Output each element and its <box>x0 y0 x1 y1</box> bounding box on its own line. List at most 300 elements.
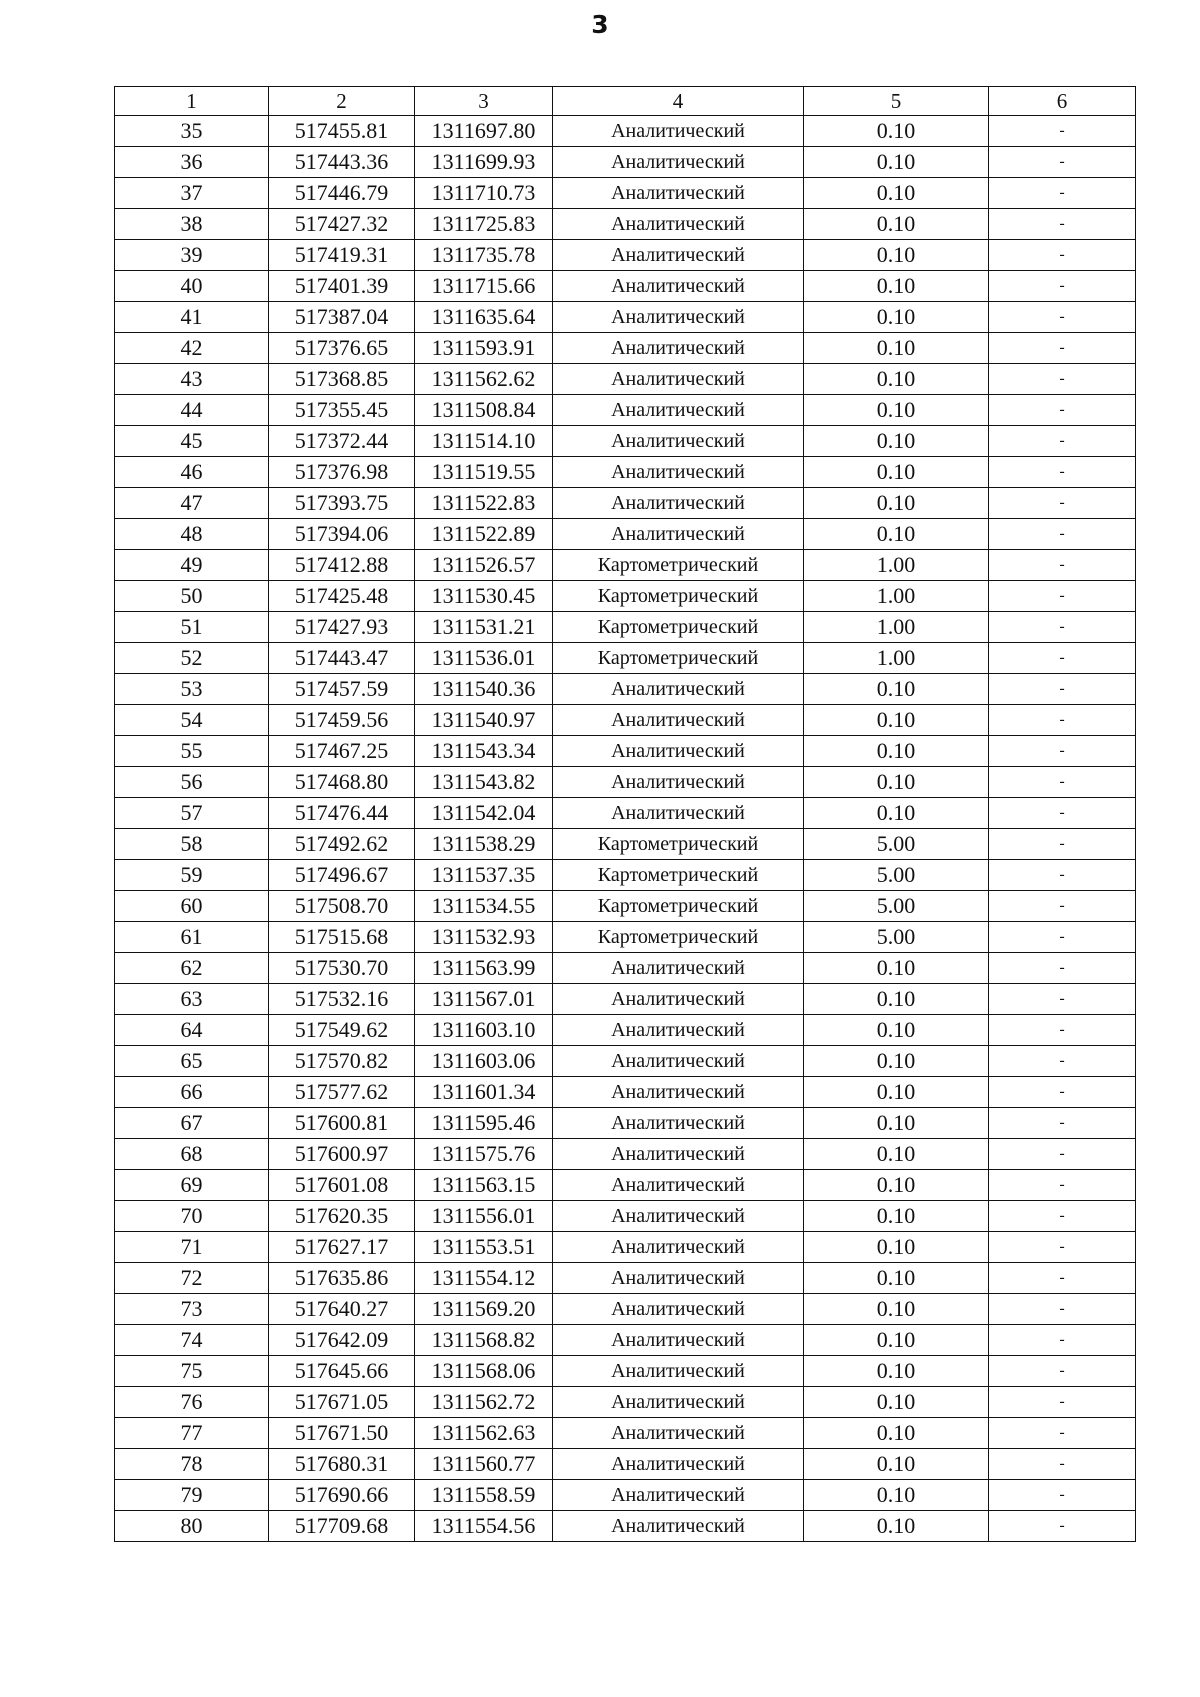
x-coordinate-cell: 517680.31 <box>269 1449 415 1480</box>
table-row <box>115 1046 1136 1077</box>
method-cell: Аналитический <box>553 209 804 240</box>
column-header: 5 <box>804 87 989 116</box>
y-coordinate-cell: 1311522.89 <box>415 519 553 550</box>
note-cell: - <box>989 1232 1136 1263</box>
x-coordinate-cell: 517570.82 <box>269 1046 415 1077</box>
point-number-cell: 77 <box>115 1418 269 1449</box>
point-number-cell: 51 <box>115 612 269 643</box>
x-coordinate-cell: 517532.16 <box>269 984 415 1015</box>
table-row <box>115 798 1136 829</box>
note-cell: - <box>989 550 1136 581</box>
note-cell: - <box>989 271 1136 302</box>
y-coordinate-cell: 1311536.01 <box>415 643 553 674</box>
x-coordinate-cell: 517492.62 <box>269 829 415 860</box>
point-number-cell: 55 <box>115 736 269 767</box>
table-row <box>115 488 1136 519</box>
y-coordinate-cell: 1311558.59 <box>415 1480 553 1511</box>
y-coordinate-cell: 1311534.55 <box>415 891 553 922</box>
point-number-cell: 41 <box>115 302 269 333</box>
accuracy-cell: 5.00 <box>804 860 989 891</box>
method-cell: Аналитический <box>553 767 804 798</box>
accuracy-cell: 1.00 <box>804 643 989 674</box>
table-row <box>115 1294 1136 1325</box>
table-row <box>115 829 1136 860</box>
method-cell: Аналитический <box>553 271 804 302</box>
y-coordinate-cell: 1311560.77 <box>415 1449 553 1480</box>
method-cell: Аналитический <box>553 1201 804 1232</box>
x-coordinate-cell: 517645.66 <box>269 1356 415 1387</box>
method-cell: Аналитический <box>553 1046 804 1077</box>
y-coordinate-cell: 1311562.63 <box>415 1418 553 1449</box>
method-cell: Картометрический <box>553 643 804 674</box>
accuracy-cell: 0.10 <box>804 1387 989 1418</box>
y-coordinate-cell: 1311553.51 <box>415 1232 553 1263</box>
accuracy-cell: 0.10 <box>804 457 989 488</box>
point-number-cell: 69 <box>115 1170 269 1201</box>
accuracy-cell: 0.10 <box>804 1108 989 1139</box>
point-number-cell: 62 <box>115 953 269 984</box>
note-cell: - <box>989 1356 1136 1387</box>
point-number-cell: 44 <box>115 395 269 426</box>
note-cell: - <box>989 581 1136 612</box>
y-coordinate-cell: 1311530.45 <box>415 581 553 612</box>
table-row <box>115 457 1136 488</box>
point-number-cell: 79 <box>115 1480 269 1511</box>
method-cell: Аналитический <box>553 1387 804 1418</box>
table-row <box>115 1418 1136 1449</box>
table-row <box>115 1232 1136 1263</box>
method-cell: Аналитический <box>553 1108 804 1139</box>
y-coordinate-cell: 1311563.15 <box>415 1170 553 1201</box>
table-row <box>115 240 1136 271</box>
accuracy-cell: 0.10 <box>804 1139 989 1170</box>
accuracy-cell: 0.10 <box>804 1449 989 1480</box>
accuracy-cell: 0.10 <box>804 488 989 519</box>
accuracy-cell: 0.10 <box>804 1356 989 1387</box>
point-number-cell: 38 <box>115 209 269 240</box>
y-coordinate-cell: 1311635.64 <box>415 302 553 333</box>
note-cell: - <box>989 1139 1136 1170</box>
point-number-cell: 60 <box>115 891 269 922</box>
x-coordinate-cell: 517394.06 <box>269 519 415 550</box>
method-cell: Аналитический <box>553 333 804 364</box>
y-coordinate-cell: 1311508.84 <box>415 395 553 426</box>
method-cell: Аналитический <box>553 674 804 705</box>
table-row <box>115 984 1136 1015</box>
point-number-cell: 64 <box>115 1015 269 1046</box>
point-number-cell: 74 <box>115 1325 269 1356</box>
point-number-cell: 36 <box>115 147 269 178</box>
y-coordinate-cell: 1311543.34 <box>415 736 553 767</box>
point-number-cell: 37 <box>115 178 269 209</box>
table-body <box>115 87 1136 1542</box>
table-row <box>115 178 1136 209</box>
note-cell: - <box>989 705 1136 736</box>
x-coordinate-cell: 517709.68 <box>269 1511 415 1542</box>
method-cell: Картометрический <box>553 612 804 643</box>
x-coordinate-cell: 517468.80 <box>269 767 415 798</box>
point-number-cell: 54 <box>115 705 269 736</box>
note-cell: - <box>989 1418 1136 1449</box>
table-row <box>115 643 1136 674</box>
table-header-row <box>115 87 1136 116</box>
accuracy-cell: 0.10 <box>804 116 989 147</box>
accuracy-cell: 0.10 <box>804 302 989 333</box>
note-cell: - <box>989 1325 1136 1356</box>
accuracy-cell: 0.10 <box>804 1263 989 1294</box>
accuracy-cell: 0.10 <box>804 1170 989 1201</box>
table-row <box>115 302 1136 333</box>
accuracy-cell: 0.10 <box>804 953 989 984</box>
table-row <box>115 1325 1136 1356</box>
x-coordinate-cell: 517459.56 <box>269 705 415 736</box>
y-coordinate-cell: 1311735.78 <box>415 240 553 271</box>
coordinates-table <box>114 86 1136 1542</box>
table-row <box>115 674 1136 705</box>
y-coordinate-cell: 1311538.29 <box>415 829 553 860</box>
method-cell: Аналитический <box>553 1139 804 1170</box>
x-coordinate-cell: 517549.62 <box>269 1015 415 1046</box>
note-cell: - <box>989 1480 1136 1511</box>
note-cell: - <box>989 1077 1136 1108</box>
y-coordinate-cell: 1311699.93 <box>415 147 553 178</box>
x-coordinate-cell: 517476.44 <box>269 798 415 829</box>
x-coordinate-cell: 517393.75 <box>269 488 415 519</box>
point-number-cell: 42 <box>115 333 269 364</box>
x-coordinate-cell: 517640.27 <box>269 1294 415 1325</box>
accuracy-cell: 0.10 <box>804 1418 989 1449</box>
note-cell: - <box>989 829 1136 860</box>
x-coordinate-cell: 517627.17 <box>269 1232 415 1263</box>
table-row <box>115 426 1136 457</box>
accuracy-cell: 0.10 <box>804 1294 989 1325</box>
y-coordinate-cell: 1311554.56 <box>415 1511 553 1542</box>
accuracy-cell: 0.10 <box>804 426 989 457</box>
column-header: 4 <box>553 87 804 116</box>
method-cell: Аналитический <box>553 1511 804 1542</box>
y-coordinate-cell: 1311601.34 <box>415 1077 553 1108</box>
method-cell: Картометрический <box>553 581 804 612</box>
accuracy-cell: 0.10 <box>804 209 989 240</box>
accuracy-cell: 0.10 <box>804 767 989 798</box>
column-header: 3 <box>415 87 553 116</box>
table-row <box>115 1263 1136 1294</box>
table-row <box>115 1449 1136 1480</box>
note-cell: - <box>989 395 1136 426</box>
note-cell: - <box>989 767 1136 798</box>
table-row <box>115 1201 1136 1232</box>
table-row <box>115 147 1136 178</box>
method-cell: Аналитический <box>553 1418 804 1449</box>
method-cell: Аналитический <box>553 705 804 736</box>
table-row <box>115 1170 1136 1201</box>
method-cell: Аналитический <box>553 953 804 984</box>
table-row <box>115 767 1136 798</box>
x-coordinate-cell: 517443.36 <box>269 147 415 178</box>
column-header: 1 <box>115 87 269 116</box>
note-cell: - <box>989 364 1136 395</box>
page-number: 3 <box>591 10 609 39</box>
accuracy-cell: 0.10 <box>804 798 989 829</box>
note-cell: - <box>989 147 1136 178</box>
method-cell: Аналитический <box>553 116 804 147</box>
table-row <box>115 519 1136 550</box>
y-coordinate-cell: 1311567.01 <box>415 984 553 1015</box>
method-cell: Картометрический <box>553 550 804 581</box>
x-coordinate-cell: 517467.25 <box>269 736 415 767</box>
point-number-cell: 43 <box>115 364 269 395</box>
point-number-cell: 68 <box>115 1139 269 1170</box>
table-row <box>115 860 1136 891</box>
table-row <box>115 891 1136 922</box>
x-coordinate-cell: 517401.39 <box>269 271 415 302</box>
note-cell: - <box>989 1201 1136 1232</box>
table-row <box>115 1387 1136 1418</box>
method-cell: Картометрический <box>553 922 804 953</box>
y-coordinate-cell: 1311603.10 <box>415 1015 553 1046</box>
column-header: 6 <box>989 87 1136 116</box>
note-cell: - <box>989 178 1136 209</box>
accuracy-cell: 0.10 <box>804 364 989 395</box>
note-cell: - <box>989 1511 1136 1542</box>
x-coordinate-cell: 517412.88 <box>269 550 415 581</box>
x-coordinate-cell: 517387.04 <box>269 302 415 333</box>
point-number-cell: 63 <box>115 984 269 1015</box>
method-cell: Аналитический <box>553 1294 804 1325</box>
y-coordinate-cell: 1311526.57 <box>415 550 553 581</box>
point-number-cell: 47 <box>115 488 269 519</box>
y-coordinate-cell: 1311568.06 <box>415 1356 553 1387</box>
method-cell: Аналитический <box>553 1356 804 1387</box>
method-cell: Аналитический <box>553 240 804 271</box>
accuracy-cell: 1.00 <box>804 550 989 581</box>
method-cell: Картометрический <box>553 891 804 922</box>
method-cell: Аналитический <box>553 302 804 333</box>
table-row <box>115 953 1136 984</box>
accuracy-cell: 0.10 <box>804 519 989 550</box>
point-number-cell: 70 <box>115 1201 269 1232</box>
note-cell: - <box>989 736 1136 767</box>
method-cell: Аналитический <box>553 1015 804 1046</box>
point-number-cell: 67 <box>115 1108 269 1139</box>
y-coordinate-cell: 1311568.82 <box>415 1325 553 1356</box>
point-number-cell: 75 <box>115 1356 269 1387</box>
x-coordinate-cell: 517376.98 <box>269 457 415 488</box>
x-coordinate-cell: 517457.59 <box>269 674 415 705</box>
x-coordinate-cell: 517671.50 <box>269 1418 415 1449</box>
point-number-cell: 40 <box>115 271 269 302</box>
y-coordinate-cell: 1311554.12 <box>415 1263 553 1294</box>
note-cell: - <box>989 302 1136 333</box>
note-cell: - <box>989 1263 1136 1294</box>
x-coordinate-cell: 517446.79 <box>269 178 415 209</box>
x-coordinate-cell: 517600.97 <box>269 1139 415 1170</box>
table-row <box>115 1139 1136 1170</box>
x-coordinate-cell: 517601.08 <box>269 1170 415 1201</box>
accuracy-cell: 0.10 <box>804 674 989 705</box>
note-cell: - <box>989 612 1136 643</box>
note-cell: - <box>989 953 1136 984</box>
y-coordinate-cell: 1311540.97 <box>415 705 553 736</box>
accuracy-cell: 0.10 <box>804 271 989 302</box>
method-cell: Картометрический <box>553 829 804 860</box>
x-coordinate-cell: 517372.44 <box>269 426 415 457</box>
x-coordinate-cell: 517425.48 <box>269 581 415 612</box>
note-cell: - <box>989 798 1136 829</box>
method-cell: Аналитический <box>553 1232 804 1263</box>
note-cell: - <box>989 1015 1136 1046</box>
table-row <box>115 1511 1136 1542</box>
point-number-cell: 57 <box>115 798 269 829</box>
method-cell: Аналитический <box>553 364 804 395</box>
accuracy-cell: 0.10 <box>804 705 989 736</box>
y-coordinate-cell: 1311563.99 <box>415 953 553 984</box>
note-cell: - <box>989 922 1136 953</box>
accuracy-cell: 0.10 <box>804 1232 989 1263</box>
note-cell: - <box>989 1449 1136 1480</box>
table-row <box>115 1108 1136 1139</box>
note-cell: - <box>989 426 1136 457</box>
method-cell: Аналитический <box>553 798 804 829</box>
method-cell: Аналитический <box>553 736 804 767</box>
y-coordinate-cell: 1311603.06 <box>415 1046 553 1077</box>
table-row <box>115 271 1136 302</box>
y-coordinate-cell: 1311697.80 <box>415 116 553 147</box>
note-cell: - <box>989 457 1136 488</box>
table-row <box>115 1077 1136 1108</box>
point-number-cell: 58 <box>115 829 269 860</box>
point-number-cell: 53 <box>115 674 269 705</box>
y-coordinate-cell: 1311540.36 <box>415 674 553 705</box>
point-number-cell: 71 <box>115 1232 269 1263</box>
x-coordinate-cell: 517530.70 <box>269 953 415 984</box>
table-row <box>115 116 1136 147</box>
note-cell: - <box>989 519 1136 550</box>
y-coordinate-cell: 1311725.83 <box>415 209 553 240</box>
method-cell: Аналитический <box>553 457 804 488</box>
point-number-cell: 56 <box>115 767 269 798</box>
y-coordinate-cell: 1311715.66 <box>415 271 553 302</box>
note-cell: - <box>989 209 1136 240</box>
accuracy-cell: 5.00 <box>804 922 989 953</box>
y-coordinate-cell: 1311542.04 <box>415 798 553 829</box>
method-cell: Аналитический <box>553 1263 804 1294</box>
point-number-cell: 65 <box>115 1046 269 1077</box>
point-number-cell: 80 <box>115 1511 269 1542</box>
table-row <box>115 581 1136 612</box>
table-row <box>115 333 1136 364</box>
note-cell: - <box>989 643 1136 674</box>
point-number-cell: 49 <box>115 550 269 581</box>
accuracy-cell: 1.00 <box>804 581 989 612</box>
accuracy-cell: 0.10 <box>804 395 989 426</box>
table-row <box>115 612 1136 643</box>
point-number-cell: 61 <box>115 922 269 953</box>
method-cell: Аналитический <box>553 519 804 550</box>
method-cell: Аналитический <box>553 984 804 1015</box>
note-cell: - <box>989 860 1136 891</box>
point-number-cell: 66 <box>115 1077 269 1108</box>
note-cell: - <box>989 674 1136 705</box>
accuracy-cell: 5.00 <box>804 829 989 860</box>
method-cell: Аналитический <box>553 1077 804 1108</box>
y-coordinate-cell: 1311537.35 <box>415 860 553 891</box>
note-cell: - <box>989 891 1136 922</box>
accuracy-cell: 5.00 <box>804 891 989 922</box>
method-cell: Картометрический <box>553 860 804 891</box>
note-cell: - <box>989 488 1136 519</box>
point-number-cell: 52 <box>115 643 269 674</box>
note-cell: - <box>989 984 1136 1015</box>
accuracy-cell: 0.10 <box>804 178 989 209</box>
point-number-cell: 72 <box>115 1263 269 1294</box>
note-cell: - <box>989 1108 1136 1139</box>
accuracy-cell: 0.10 <box>804 333 989 364</box>
column-header: 2 <box>269 87 415 116</box>
method-cell: Аналитический <box>553 1170 804 1201</box>
accuracy-cell: 0.10 <box>804 1015 989 1046</box>
x-coordinate-cell: 517577.62 <box>269 1077 415 1108</box>
x-coordinate-cell: 517671.05 <box>269 1387 415 1418</box>
accuracy-cell: 0.10 <box>804 1046 989 1077</box>
y-coordinate-cell: 1311556.01 <box>415 1201 553 1232</box>
x-coordinate-cell: 517443.47 <box>269 643 415 674</box>
x-coordinate-cell: 517600.81 <box>269 1108 415 1139</box>
point-number-cell: 73 <box>115 1294 269 1325</box>
accuracy-cell: 0.10 <box>804 736 989 767</box>
x-coordinate-cell: 517427.93 <box>269 612 415 643</box>
point-number-cell: 35 <box>115 116 269 147</box>
y-coordinate-cell: 1311575.76 <box>415 1139 553 1170</box>
accuracy-cell: 0.10 <box>804 240 989 271</box>
method-cell: Аналитический <box>553 1449 804 1480</box>
accuracy-cell: 0.10 <box>804 984 989 1015</box>
y-coordinate-cell: 1311522.83 <box>415 488 553 519</box>
table-row <box>115 395 1136 426</box>
table-row <box>115 1480 1136 1511</box>
point-number-cell: 50 <box>115 581 269 612</box>
x-coordinate-cell: 517690.66 <box>269 1480 415 1511</box>
accuracy-cell: 0.10 <box>804 1325 989 1356</box>
x-coordinate-cell: 517515.68 <box>269 922 415 953</box>
table-row <box>115 550 1136 581</box>
y-coordinate-cell: 1311593.91 <box>415 333 553 364</box>
accuracy-cell: 0.10 <box>804 1077 989 1108</box>
method-cell: Аналитический <box>553 426 804 457</box>
x-coordinate-cell: 517455.81 <box>269 116 415 147</box>
note-cell: - <box>989 1387 1136 1418</box>
method-cell: Аналитический <box>553 395 804 426</box>
x-coordinate-cell: 517355.45 <box>269 395 415 426</box>
y-coordinate-cell: 1311543.82 <box>415 767 553 798</box>
method-cell: Аналитический <box>553 147 804 178</box>
point-number-cell: 48 <box>115 519 269 550</box>
table-row <box>115 1356 1136 1387</box>
x-coordinate-cell: 517376.65 <box>269 333 415 364</box>
y-coordinate-cell: 1311569.20 <box>415 1294 553 1325</box>
x-coordinate-cell: 517620.35 <box>269 1201 415 1232</box>
x-coordinate-cell: 517496.67 <box>269 860 415 891</box>
method-cell: Аналитический <box>553 178 804 209</box>
accuracy-cell: 0.10 <box>804 147 989 178</box>
y-coordinate-cell: 1311519.55 <box>415 457 553 488</box>
x-coordinate-cell: 517368.85 <box>269 364 415 395</box>
y-coordinate-cell: 1311562.62 <box>415 364 553 395</box>
table-row <box>115 364 1136 395</box>
note-cell: - <box>989 1294 1136 1325</box>
accuracy-cell: 0.10 <box>804 1480 989 1511</box>
y-coordinate-cell: 1311531.21 <box>415 612 553 643</box>
